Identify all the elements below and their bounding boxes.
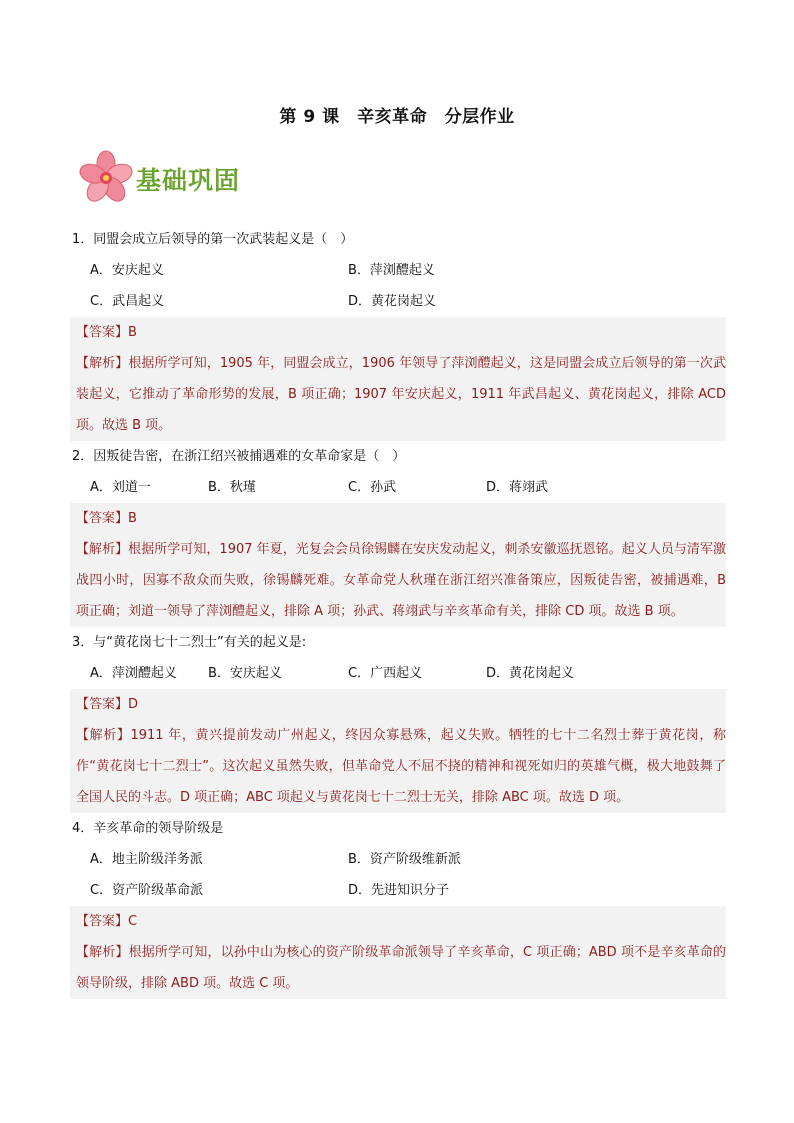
option-item: C．孙武 xyxy=(348,480,397,495)
answer-text: 【答案】D xyxy=(76,697,139,712)
analysis-text: 【解析】根据所学可知，1907 年夏，光复会会员徐锡麟在安庆发动起义，刺杀安徽巡抚恩铭。起义人员与清军激战四小时，因寡不敌众而失败，徐锡麟死难。女革命党人秋瑾在浙江绍兴准备策应，因叛徒告密，被捕遇难，B 项正确；刘道一领导了萍浏醴起义，排除 A 项；孙武、蒋翊武与辛亥革命有关，排除 CD 项。故选 B 项。 xyxy=(76,542,726,619)
option-item: A．地主阶级洋务派 xyxy=(90,852,203,867)
question-stem: 2．因叛徒告密，在浙江绍兴被捕遇难的女革命家是（ ） xyxy=(72,449,406,464)
question-block xyxy=(72,627,724,813)
option-item: B．秋瑾 xyxy=(208,480,256,495)
page-title: 第 9 课 辛亥革命 分层作业 xyxy=(279,107,515,127)
question-block xyxy=(72,224,724,441)
options-row xyxy=(72,255,724,286)
option-item: B．萍浏醴起义 xyxy=(348,263,435,278)
option-item: A．萍浏醴起义 xyxy=(90,666,177,681)
section-header xyxy=(76,150,316,206)
flower-icon xyxy=(76,150,136,206)
option-item: C．资产阶级革命派 xyxy=(90,883,204,898)
answer-text: 【答案】B xyxy=(76,325,137,340)
option-item: A．刘道一 xyxy=(90,480,151,495)
options-row xyxy=(72,875,724,906)
options-row xyxy=(72,286,724,317)
question-stem: 1．同盟会成立后领导的第一次武装起义是（ ） xyxy=(72,232,354,247)
answer-text: 【答案】C xyxy=(76,914,138,929)
question-stem: 3．与“黄花岗七十二烈士”有关的起义是: xyxy=(72,635,307,650)
question-block xyxy=(72,441,724,627)
answer-box xyxy=(70,689,726,813)
question-list xyxy=(72,224,724,999)
option-item: C．广西起义 xyxy=(348,666,423,681)
answer-text: 【答案】B xyxy=(76,511,137,526)
analysis-text: 【解析】根据所学可知，以孙中山为核心的资产阶级革命派领导了辛亥革命，C 项正确；ABD 项不是辛亥革命的领导阶级，排除 ABD 项。故选 C 项。 xyxy=(76,945,726,991)
options-row xyxy=(72,844,724,875)
question-stem: 4．辛亥革命的领导阶级是 xyxy=(72,821,224,836)
option-item: D．先进知识分子 xyxy=(348,883,450,898)
question-block xyxy=(72,813,724,999)
option-item: B．安庆起义 xyxy=(208,666,282,681)
analysis-text: 【解析】1911 年，黄兴提前发动广州起义，终因众寡悬殊，起义失败。牺牲的七十二名烈士葬于黄花岗，称作“黄花岗七十二烈士”。这次起义虽然失败，但革命党人不屈不挠的精神和视死如归的英雄气概，极大地鼓舞了全国人民的斗志。D 项正确；ABC 项起义与黄花岗七十二烈士无关，排除 ABC 项。故选 D 项。 xyxy=(76,728,726,805)
analysis-text: 【解析】根据所学可知，1905 年，同盟会成立，1906 年领导了萍浏醴起义，这是同盟会成立后领导的第一次武装起义，它推动了革命形势的发展，B 项正确；1907 年安庆起义，1911 年武昌起义、黄花岗起义，排除 ACD 项。故选 B 项。 xyxy=(76,356,726,433)
section-label: 基础巩固 xyxy=(136,166,241,195)
answer-box xyxy=(70,503,726,627)
option-item: C．武昌起义 xyxy=(90,294,165,309)
option-item: D．蒋翊武 xyxy=(486,480,549,495)
options-row xyxy=(72,472,724,503)
option-item: A．安庆起义 xyxy=(90,263,164,278)
option-item: B．资产阶级维新派 xyxy=(348,852,461,867)
options-row xyxy=(72,658,724,689)
option-item: D．黄花岗起义 xyxy=(486,666,575,681)
option-item: D．黄花岗起义 xyxy=(348,294,437,309)
answer-box xyxy=(70,906,726,999)
answer-box xyxy=(70,317,726,441)
